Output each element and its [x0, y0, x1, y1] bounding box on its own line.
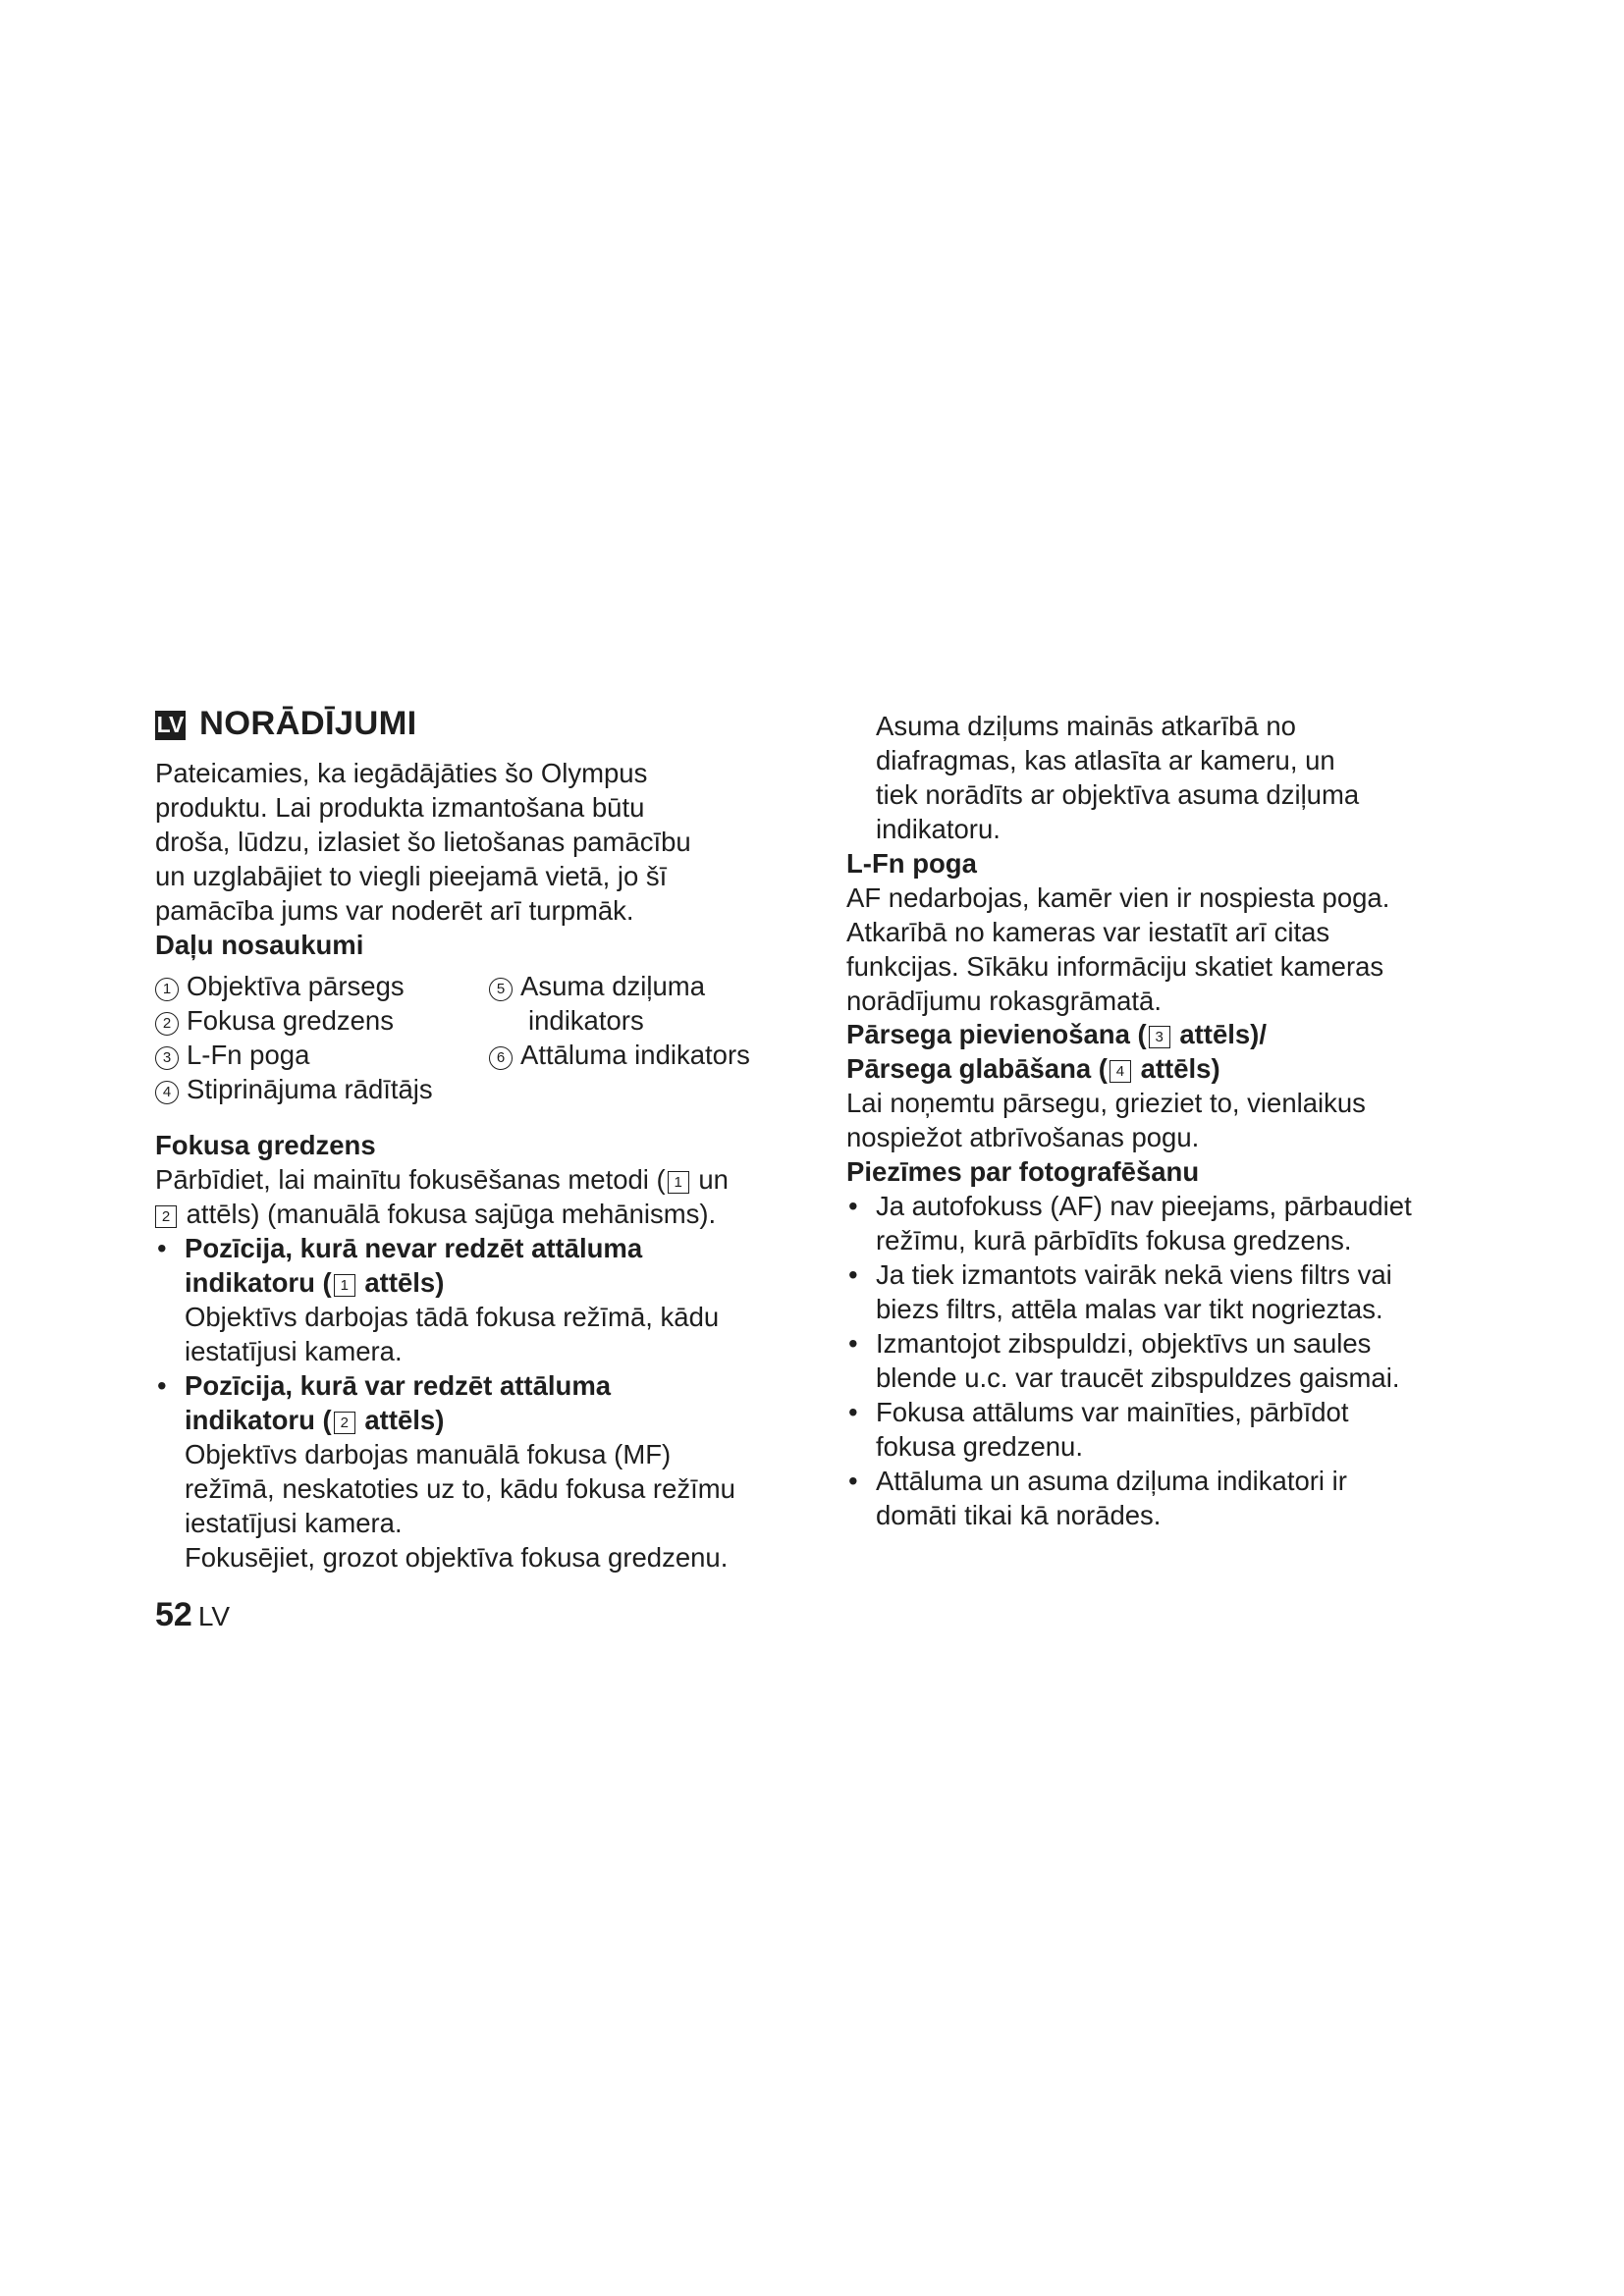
bullet-text: Objektīvs darbojas tādā fokusa režīmā, kādu	[185, 1302, 720, 1332]
bullet-text: režīmā, neskatoties uz to, kādu fokusa režīmu	[185, 1473, 735, 1504]
intro-line: produktu. Lai produkta izmantošana būtu	[155, 792, 645, 823]
part-item	[155, 1072, 479, 1106]
text-run: attēls)/	[1171, 1019, 1267, 1049]
note-item	[846, 1464, 1475, 1498]
bullet-text: iestatījusi kamera.	[185, 1508, 403, 1538]
hood-paragraph	[846, 1086, 1366, 1154]
part-label-cont: indikators	[528, 1005, 644, 1036]
intro-line: droša, lūdzu, izlasiet šo lietošanas pamācību	[155, 827, 691, 857]
part-number: 4	[155, 1081, 179, 1104]
dof-line: diafragmas, kas atlasīta ar kameru, un	[876, 745, 1335, 775]
text-run: Pozīcija, kurā var redzēt attāluma	[185, 1370, 612, 1401]
focus-ring-line	[155, 1162, 823, 1197]
bullet-heading-cont	[155, 1403, 823, 1437]
part-label: Objektīva pārsegs	[187, 971, 405, 1001]
part-item	[489, 969, 803, 1003]
text-run: un	[690, 1164, 729, 1195]
figure-ref-icon: 2	[155, 1205, 177, 1228]
text-run: Izmantojot zibspuldzi, objektīvs un saules	[876, 1328, 1372, 1359]
text-run: Ja autofokuss (AF) nav pieejams, pārbaudiet	[876, 1191, 1412, 1221]
part-number: 2	[155, 1012, 179, 1036]
text-run: attēls)	[356, 1267, 445, 1298]
parts-list-right	[489, 969, 803, 1072]
bullet-text: Fokusējiet, grozot objektīva fokusa gredzenu.	[185, 1542, 729, 1573]
notes-heading: Piezīmes par fotografēšanu	[846, 1156, 1200, 1187]
dof-line: indikatoru.	[876, 814, 1001, 844]
bullet-heading	[155, 1231, 823, 1265]
bullet-text: Objektīvs darbojas manuālā fokusa (MF)	[185, 1439, 672, 1469]
note-item	[846, 1189, 1475, 1223]
part-number: 6	[489, 1046, 513, 1070]
figure-ref-icon: 4	[1110, 1060, 1131, 1083]
language-badge: LV	[155, 711, 186, 740]
parts-list-left	[155, 969, 479, 1106]
page-title: NORĀDĪJUMI	[199, 705, 417, 742]
text-run: Pārbīdiet, lai mainītu fokusēšanas metodi (	[155, 1164, 666, 1195]
note-item-cont: režīmu, kurā pārbīdīts fokusa gredzens.	[876, 1225, 1352, 1255]
text-run: Attāluma un asuma dziļuma indikatori ir	[876, 1466, 1347, 1496]
figure-ref-icon: 3	[1149, 1026, 1170, 1048]
text-run: Pārsega glabāšana (	[846, 1053, 1108, 1084]
text-run: attēls) (manuālā fokusa sajūga mehānisms).	[179, 1199, 717, 1229]
section-title	[155, 705, 417, 743]
hood-store-heading	[846, 1051, 1220, 1086]
text-run: Ja tiek izmantots vairāk nekā viens filtrs vai	[876, 1259, 1392, 1290]
note-item	[846, 1257, 1475, 1292]
figure-ref-icon: 1	[668, 1171, 689, 1194]
part-item	[155, 1038, 479, 1072]
bullet-text: iestatījusi kamera.	[185, 1336, 403, 1366]
hood-line: Lai noņemtu pārsegu, grieziet to, vienlaikus	[846, 1088, 1366, 1118]
parts-heading: Daļu nosaukumi	[155, 930, 364, 960]
text-run: attēls)	[356, 1405, 445, 1435]
note-item-cont: blende u.c. var traucēt zibspuldzes gaismai.	[876, 1362, 1400, 1393]
part-label: Fokusa gredzens	[187, 1005, 394, 1036]
intro-line: Pateicamies, ka iegādājāties šo Olympus	[155, 758, 648, 788]
intro-line: pamācība jums var noderēt arī turpmāk.	[155, 895, 634, 926]
dof-line: tiek norādīts ar objektīva asuma dziļuma	[876, 779, 1360, 810]
lfn-line: funkcijas. Sīkāku informāciju skatiet kameras	[846, 951, 1384, 982]
note-item-cont: fokusa gredzenu.	[876, 1431, 1083, 1462]
intro-paragraph	[155, 756, 691, 928]
part-number: 1	[155, 978, 179, 1001]
notes-list	[846, 1189, 1475, 1532]
figure-ref-icon: 2	[334, 1412, 355, 1434]
part-number: 3	[155, 1046, 179, 1070]
note-item	[846, 1326, 1475, 1361]
focus-ring-heading: Fokusa gredzens	[155, 1130, 376, 1160]
note-item	[846, 1395, 1475, 1429]
note-item-cont: domāti tikai kā norādes.	[876, 1500, 1162, 1530]
hood-line: nospiežot atbrīvošanas pogu.	[846, 1122, 1200, 1152]
text-run: Pozīcija, kurā nevar redzēt attāluma	[185, 1233, 643, 1263]
figure-ref-icon: 1	[334, 1274, 355, 1297]
part-number: 5	[489, 978, 513, 1001]
dof-paragraph	[876, 709, 1359, 846]
page-footer	[155, 1596, 230, 1634]
text-run: indikatoru (	[185, 1405, 332, 1435]
part-label: Stiprinājuma rādītājs	[187, 1074, 433, 1104]
dof-line: Asuma dziļums mainās atkarībā no	[876, 711, 1296, 741]
lfn-line: Atkarībā no kameras var iestatīt arī citas	[846, 917, 1330, 947]
bullet-heading-cont	[155, 1265, 823, 1300]
lfn-line: norādījumu rokasgrāmatā.	[846, 986, 1162, 1016]
text-run: indikatoru (	[185, 1267, 332, 1298]
part-item	[489, 1038, 803, 1072]
hood-attach-heading	[846, 1017, 1267, 1051]
lfn-line: AF nedarbojas, kamēr vien ir nospiesta poga.	[846, 882, 1390, 913]
focus-ring-line	[155, 1197, 823, 1231]
part-label: Asuma dziļuma	[520, 971, 705, 1001]
text-run: Fokusa attālums var mainīties, pārbīdot	[876, 1397, 1349, 1427]
intro-line: un uzglabājiet to viegli pieejamā vietā, jo šī	[155, 861, 668, 891]
part-item	[155, 969, 479, 1003]
focus-ring-body	[155, 1162, 823, 1575]
part-item	[155, 1003, 479, 1038]
bullet-heading	[155, 1368, 823, 1403]
page-number: 52	[155, 1596, 192, 1633]
lfn-paragraph	[846, 881, 1389, 1018]
part-label: L-Fn poga	[187, 1040, 310, 1070]
text-run: Pārsega pievienošana (	[846, 1019, 1147, 1049]
page-language: LV	[197, 1601, 230, 1631]
text-run: attēls)	[1132, 1053, 1220, 1084]
note-item-cont: biezs filtrs, attēla malas var tikt nogrieztas.	[876, 1294, 1383, 1324]
lfn-heading: L-Fn poga	[846, 848, 977, 879]
part-label: Attāluma indikators	[520, 1040, 750, 1070]
